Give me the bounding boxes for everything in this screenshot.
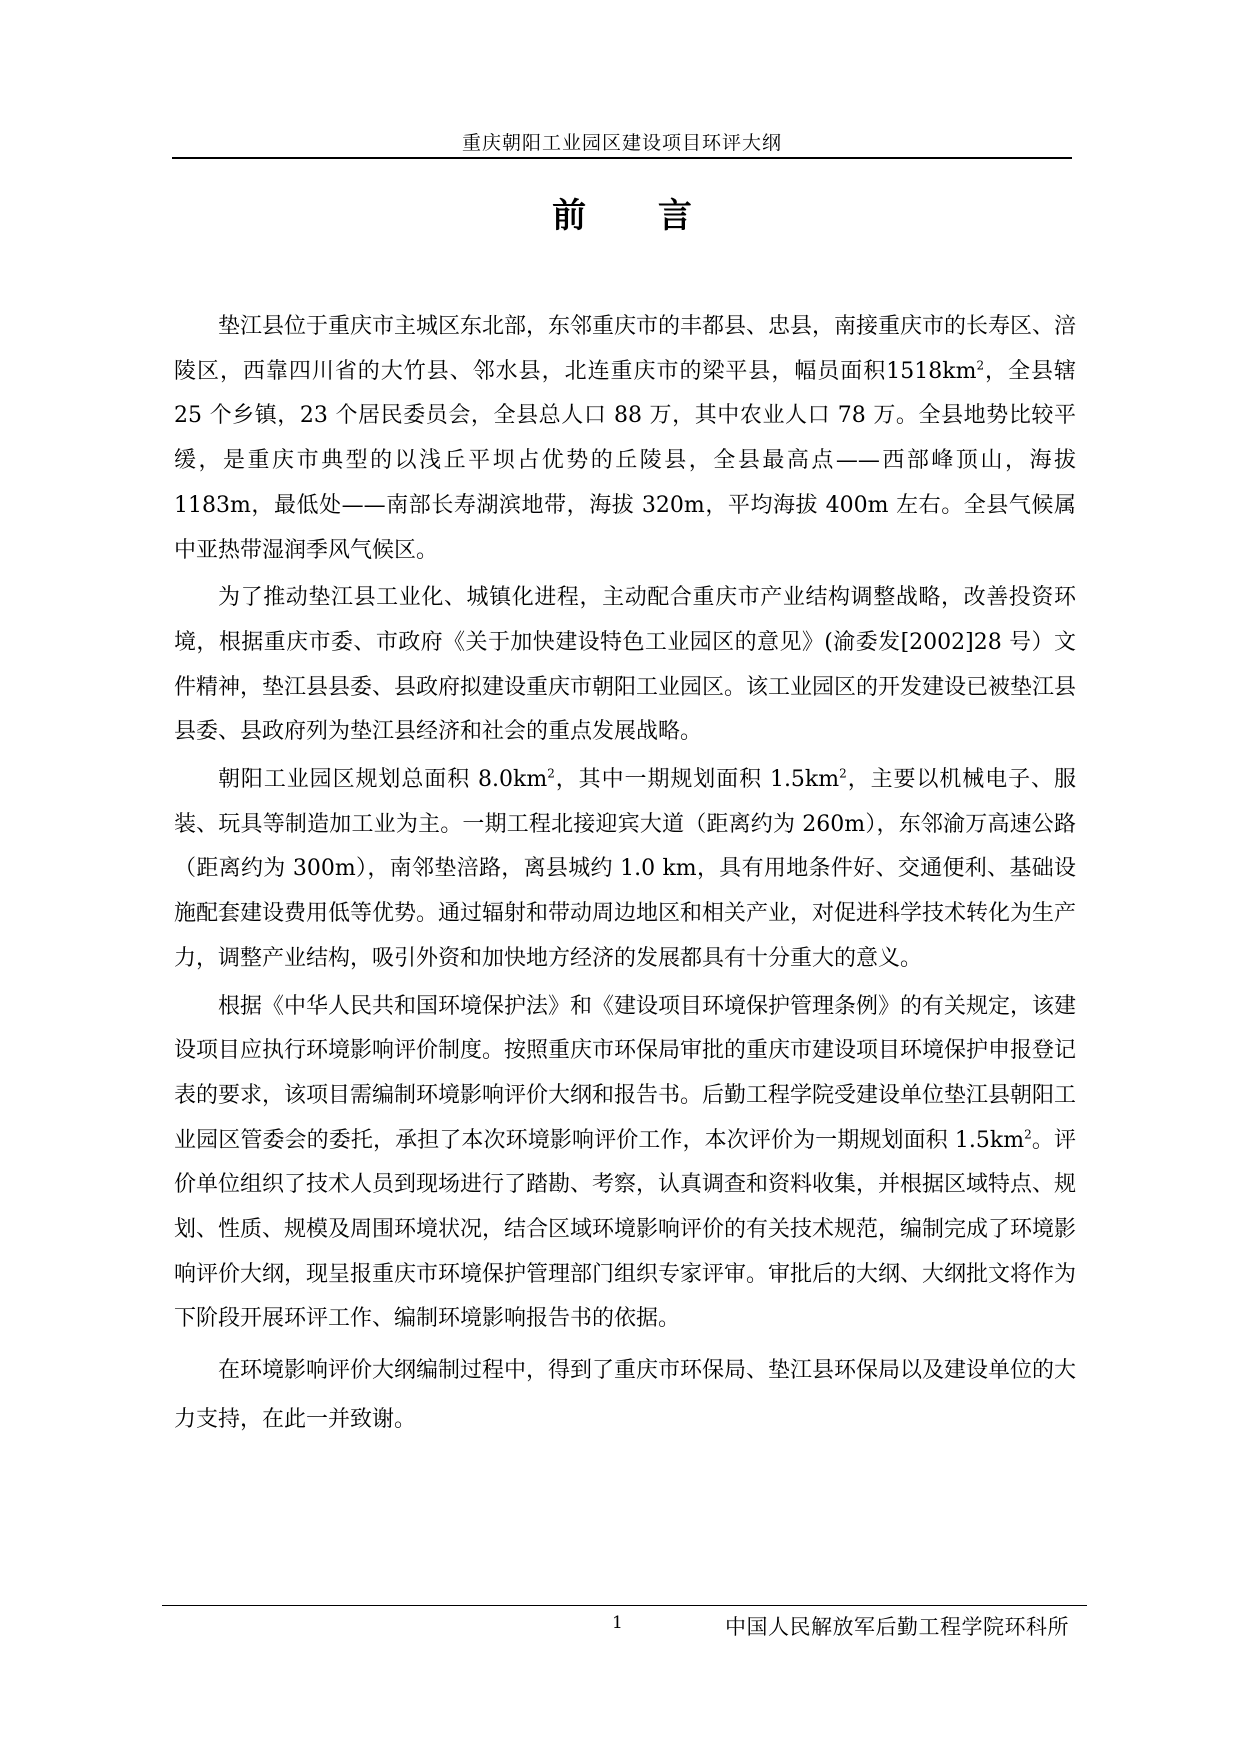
paragraph-text: 朝阳工业园区规划总面积 8.0km [218,767,548,793]
superscript: 2 [1024,1127,1032,1142]
paragraph-text: ，其中一期规划面积 1.5km [554,767,840,793]
footer-organization: 中国人民解放军后勤工程学院环科所 [725,1615,1069,1639]
paragraph-text: 在环境影响评价大纲编制过程中，得到了重庆市环保局、垫江县环保局以及建设单位的大力支持，在此一并致谢。 [174,1358,1077,1433]
paragraph-text: 根据《中华人民共和国环境保护法》和《建设项目环境保护管理条例》的有关规定，该建设项目应执行环境影响评价制度。按照重庆市环保局审批的重庆市建设项目环境保护申报登记表的要求，该项目需编制环境影响评价大纲和报告书。后勤工程学院受建设单位垫江县朝阳工业园区管委会的委托，承担了本次环境影响评价工作，本次评价为一期规划面积 1.5km [174,993,1077,1153]
paragraph-park-overview [174,758,1076,982]
footer-divider [162,1605,1087,1606]
paragraph-text: 为了推动垫江县工业化、城镇化进程，主动配合重庆市产业结构调整战略，改善投资环境，根据重庆市委、市政府《关于加快建设特色工业园区的意见》(渝委发[2002]28 号）文件精神，垫江县县委、县政府拟建设重庆市朝阳工业园区。该工业园区的开发建设已被垫江县县委、县政府列为垫江县经济和社会的重点发展战略。 [174,585,1077,745]
paragraph-text: 垫江县位于重庆市主城区东北部，东邻重庆市的丰都县、忠县，南接重庆市的长寿区、涪陵区，西靠四川省的大竹县、邻水县，北连重庆市的梁平县，幅员面积1518km [174,314,1077,384]
document-body [174,305,1076,1447]
page-title: 前 言 [552,196,722,236]
paragraph-location [174,305,1076,573]
paragraph-text: ，全县辖 25 个乡镇，23 个居民委员会，全县总人口 88 万，其中农业人口 78 万。全县地势比较平缓，是重庆市典型的以浅丘平坝占优势的丘陵县，全县最高点——西部峰顶山，海拔 1183m，最低处——南部长寿湖滨地带，海拔 320m，平均海拔 400m 左右。全县气候属中亚热带湿润季风气候区。 [174,358,1076,563]
paragraph-background [174,576,1076,755]
paragraph-legal-basis [174,985,1076,1343]
paragraph-text: ，主要以机械电子、服装、玩具等制造加工业为主。一期工程北接迎宾大道（距离约为 260m），东邻渝万高速公路（距离约为 300m），南邻垫涪路，离县城约 1.0 km，具有用地条件好、交通便利、基础设施配套建设费用低等优势。通过辐射和带动周边地区和相关产业，对促进科学技术转化为生产力，调整产业结构，吸引外资和加快地方经济的发展都具有十分重大的意义。 [174,767,1077,971]
superscript: 2 [976,358,985,373]
paragraph-text: 。评价单位组织了技术人员到现场进行了踏勘、考察，认真调查和资料收集，并根据区域特点、规划、性质、规模及周围环境状况，结合区域环境影响评价的有关技术规范，编制完成了环境影响评价大纲，现呈报重庆市环境保护管理部门组织专家评审。审批后的大纲、大纲批文将作为下阶段开展环评工作、编制环境影响报告书的依据。 [174,1127,1077,1332]
header-divider [172,157,1072,159]
running-header: 重庆朝阳工业园区建设项目环评大纲 [461,132,782,154]
superscript: 2 [839,766,847,781]
superscript: 2 [547,766,555,781]
page-number: 1 [612,1613,623,1633]
paragraph-acknowledgement [174,1346,1076,1444]
